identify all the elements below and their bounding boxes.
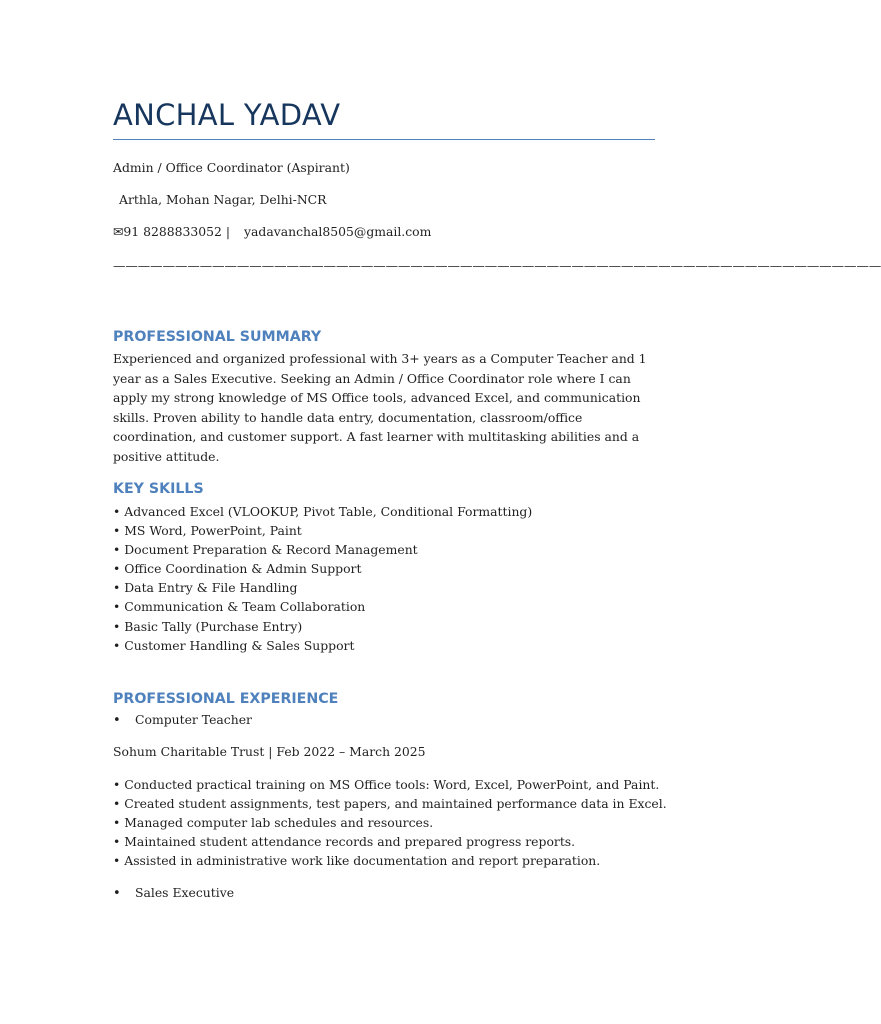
phone-number: ✉91 8288833052 | [113,224,231,239]
bullet-icon: • [113,886,121,901]
job-title: Sales Executive [135,885,235,900]
contact-line [113,223,431,241]
skill-item: • Document Preparation & Record Management [113,542,418,558]
responsibility-item: • Managed computer lab schedules and resources. [113,815,434,831]
skills-list [113,502,532,655]
skill-item: • MS Word, PowerPoint, Paint [113,523,302,539]
job-title-sales-executive [113,884,234,903]
skill-item: • Office Coordination & Admin Support [113,561,362,577]
summary-heading: PROFESSIONAL SUMMARY [113,329,322,345]
skill-item: • Customer Handling & Sales Support [113,637,355,653]
responsibility-item: • Created student assignments, test papers, and maintained performance data in Excel. [113,796,667,812]
skill-item: • Communication & Team Collaboration [113,599,366,615]
experience-heading: PROFESSIONAL EXPERIENCE [113,691,339,707]
email-address: yadavanchal8505@gmail.com [244,224,432,239]
job-responsibilities [113,775,667,870]
section-separator: —————————————————————————————————————————————————————————————— [113,258,881,273]
name-underline [113,139,655,140]
responsibility-item: • Maintained student attendance records and prepared progress reports. [113,834,576,850]
job-organization: Sohum Charitable Trust | Feb 2022 – March 2025 [113,744,426,759]
bullet-icon: • [113,713,121,728]
skill-item: • Advanced Excel (VLOOKUP, Pivot Table, Conditional Formatting) [113,504,533,519]
location: Arthla, Mohan Nagar, Delhi-NCR [119,192,327,207]
skills-heading: KEY SKILLS [113,481,204,497]
target-role: Admin / Office Coordinator (Aspirant) [113,160,350,175]
responsibility-item: • Assisted in administrative work like documentation and report preparation. [113,853,601,869]
skill-item: • Data Entry & File Handling [113,580,298,596]
skill-item: • Basic Tally (Purchase Entry) [113,618,303,634]
job-title: Computer Teacher [135,712,252,727]
summary-text: Experienced and organized professional with 3+ years as a Computer Teacher and 1 year as a Sales Executive. Seeking an Admin / Office Coordinator role where I can apply my strong knowledge of MS Office tools, advanced Excel, and communication skills. Proven ability to handle data entry, documentation, classroom/office coordination, and customer support. A fast learner with multitasking abilities and a positive attitude. [113,351,647,464]
candidate-name: ANCHAL YADAV [113,98,341,132]
job-title-computer-teacher [113,711,252,730]
responsibility-item: • Conducted practical training on MS Office tools: Word, Excel, PowerPoint, and Paint. [113,777,660,792]
